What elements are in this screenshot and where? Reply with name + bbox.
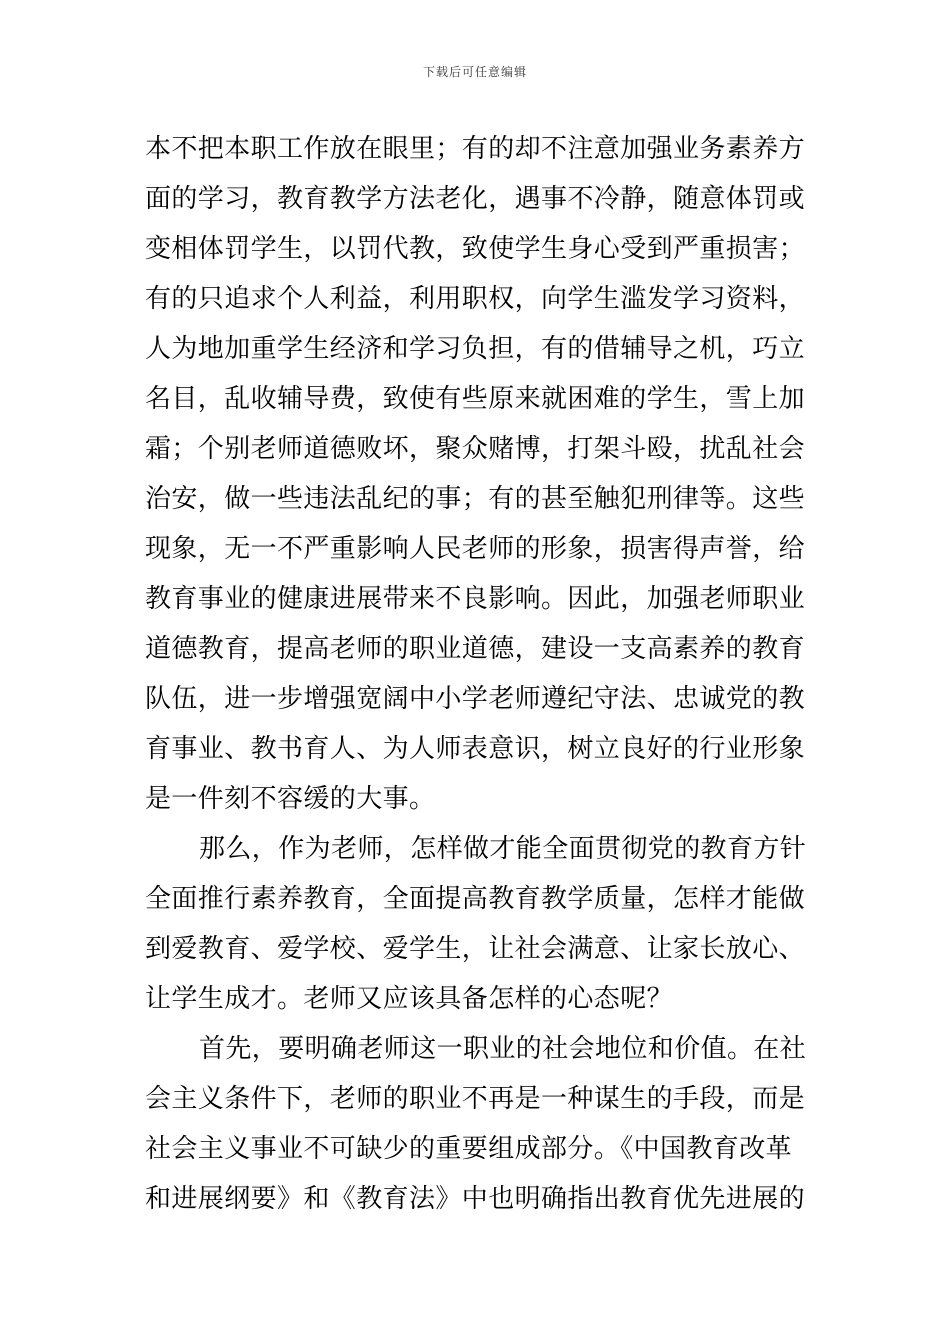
text-line: 让学生成才。老师又应该具备怎样的心态呢？	[145, 984, 674, 1014]
page-header: 下载后可任意编辑	[422, 65, 527, 79]
text-line: 和进展纲要》和《教育法》中也明确指出教育优先进展的	[145, 1184, 806, 1214]
text-line: 治安，做一些违法乱纪的事；有的甚至触犯刑律等。这些	[145, 484, 806, 514]
body-text	[145, 124, 808, 1224]
paragraph-first-line: 首先，要明确老师这一职业的社会地位和价值。在社	[199, 1034, 807, 1064]
text-line: 会主义条件下，老师的职业不再是一种谋生的手段，而是	[145, 1084, 806, 1114]
text-line: 霜；个别老师道德败坏，聚众赌博，打架斗殴，扰乱社会	[145, 434, 806, 464]
text-line: 道德教育，提高老师的职业道德，建设一支高素养的教育	[145, 634, 806, 664]
text-line: 社会主义事业不可缺少的重要组成部分。《中国教育改革	[145, 1134, 793, 1164]
text-line: 教育事业的健康进展带来不良影响。因此，加强老师职业	[145, 584, 806, 614]
text-line: 现象，无一不严重影响人民老师的形象，损害得声誉，给	[145, 534, 806, 564]
paragraph-first-line: 那么，作为老师，怎样做才能全面贯彻党的教育方针	[199, 834, 807, 864]
text-line: 人为地加重学生经济和学习负担，有的借辅导之机，巧立	[145, 334, 806, 364]
text-line: 育事业、教书育人、为人师表意识，树立良好的行业形象	[145, 734, 806, 764]
text-line: 到爱教育、爱学校、爱学生，让社会满意、让家长放心、	[145, 934, 806, 964]
text-line: 全面推行素养教育，全面提高教育教学质量，怎样才能做	[145, 884, 806, 914]
text-line: 名目，乱收辅导费，致使有些原来就困难的学生，雪上加	[145, 384, 806, 414]
text-line: 是一件刻不容缓的大事。	[145, 784, 436, 814]
text-line: 本不把本职工作放在眼里；有的却不注意加强业务素养方	[145, 134, 806, 164]
text-line: 有的只追求个人利益，利用职权，向学生滥发学习资料，	[145, 284, 806, 314]
text-line: 队伍，进一步增强宽阔中小学老师遵纪守法、忠诚党的教	[145, 684, 806, 714]
text-line: 面的学习，教育教学方法老化，遇事不冷静，随意体罚或	[145, 184, 806, 214]
text-line: 变相体罚学生，以罚代教，致使学生身心受到严重损害；	[145, 234, 806, 264]
